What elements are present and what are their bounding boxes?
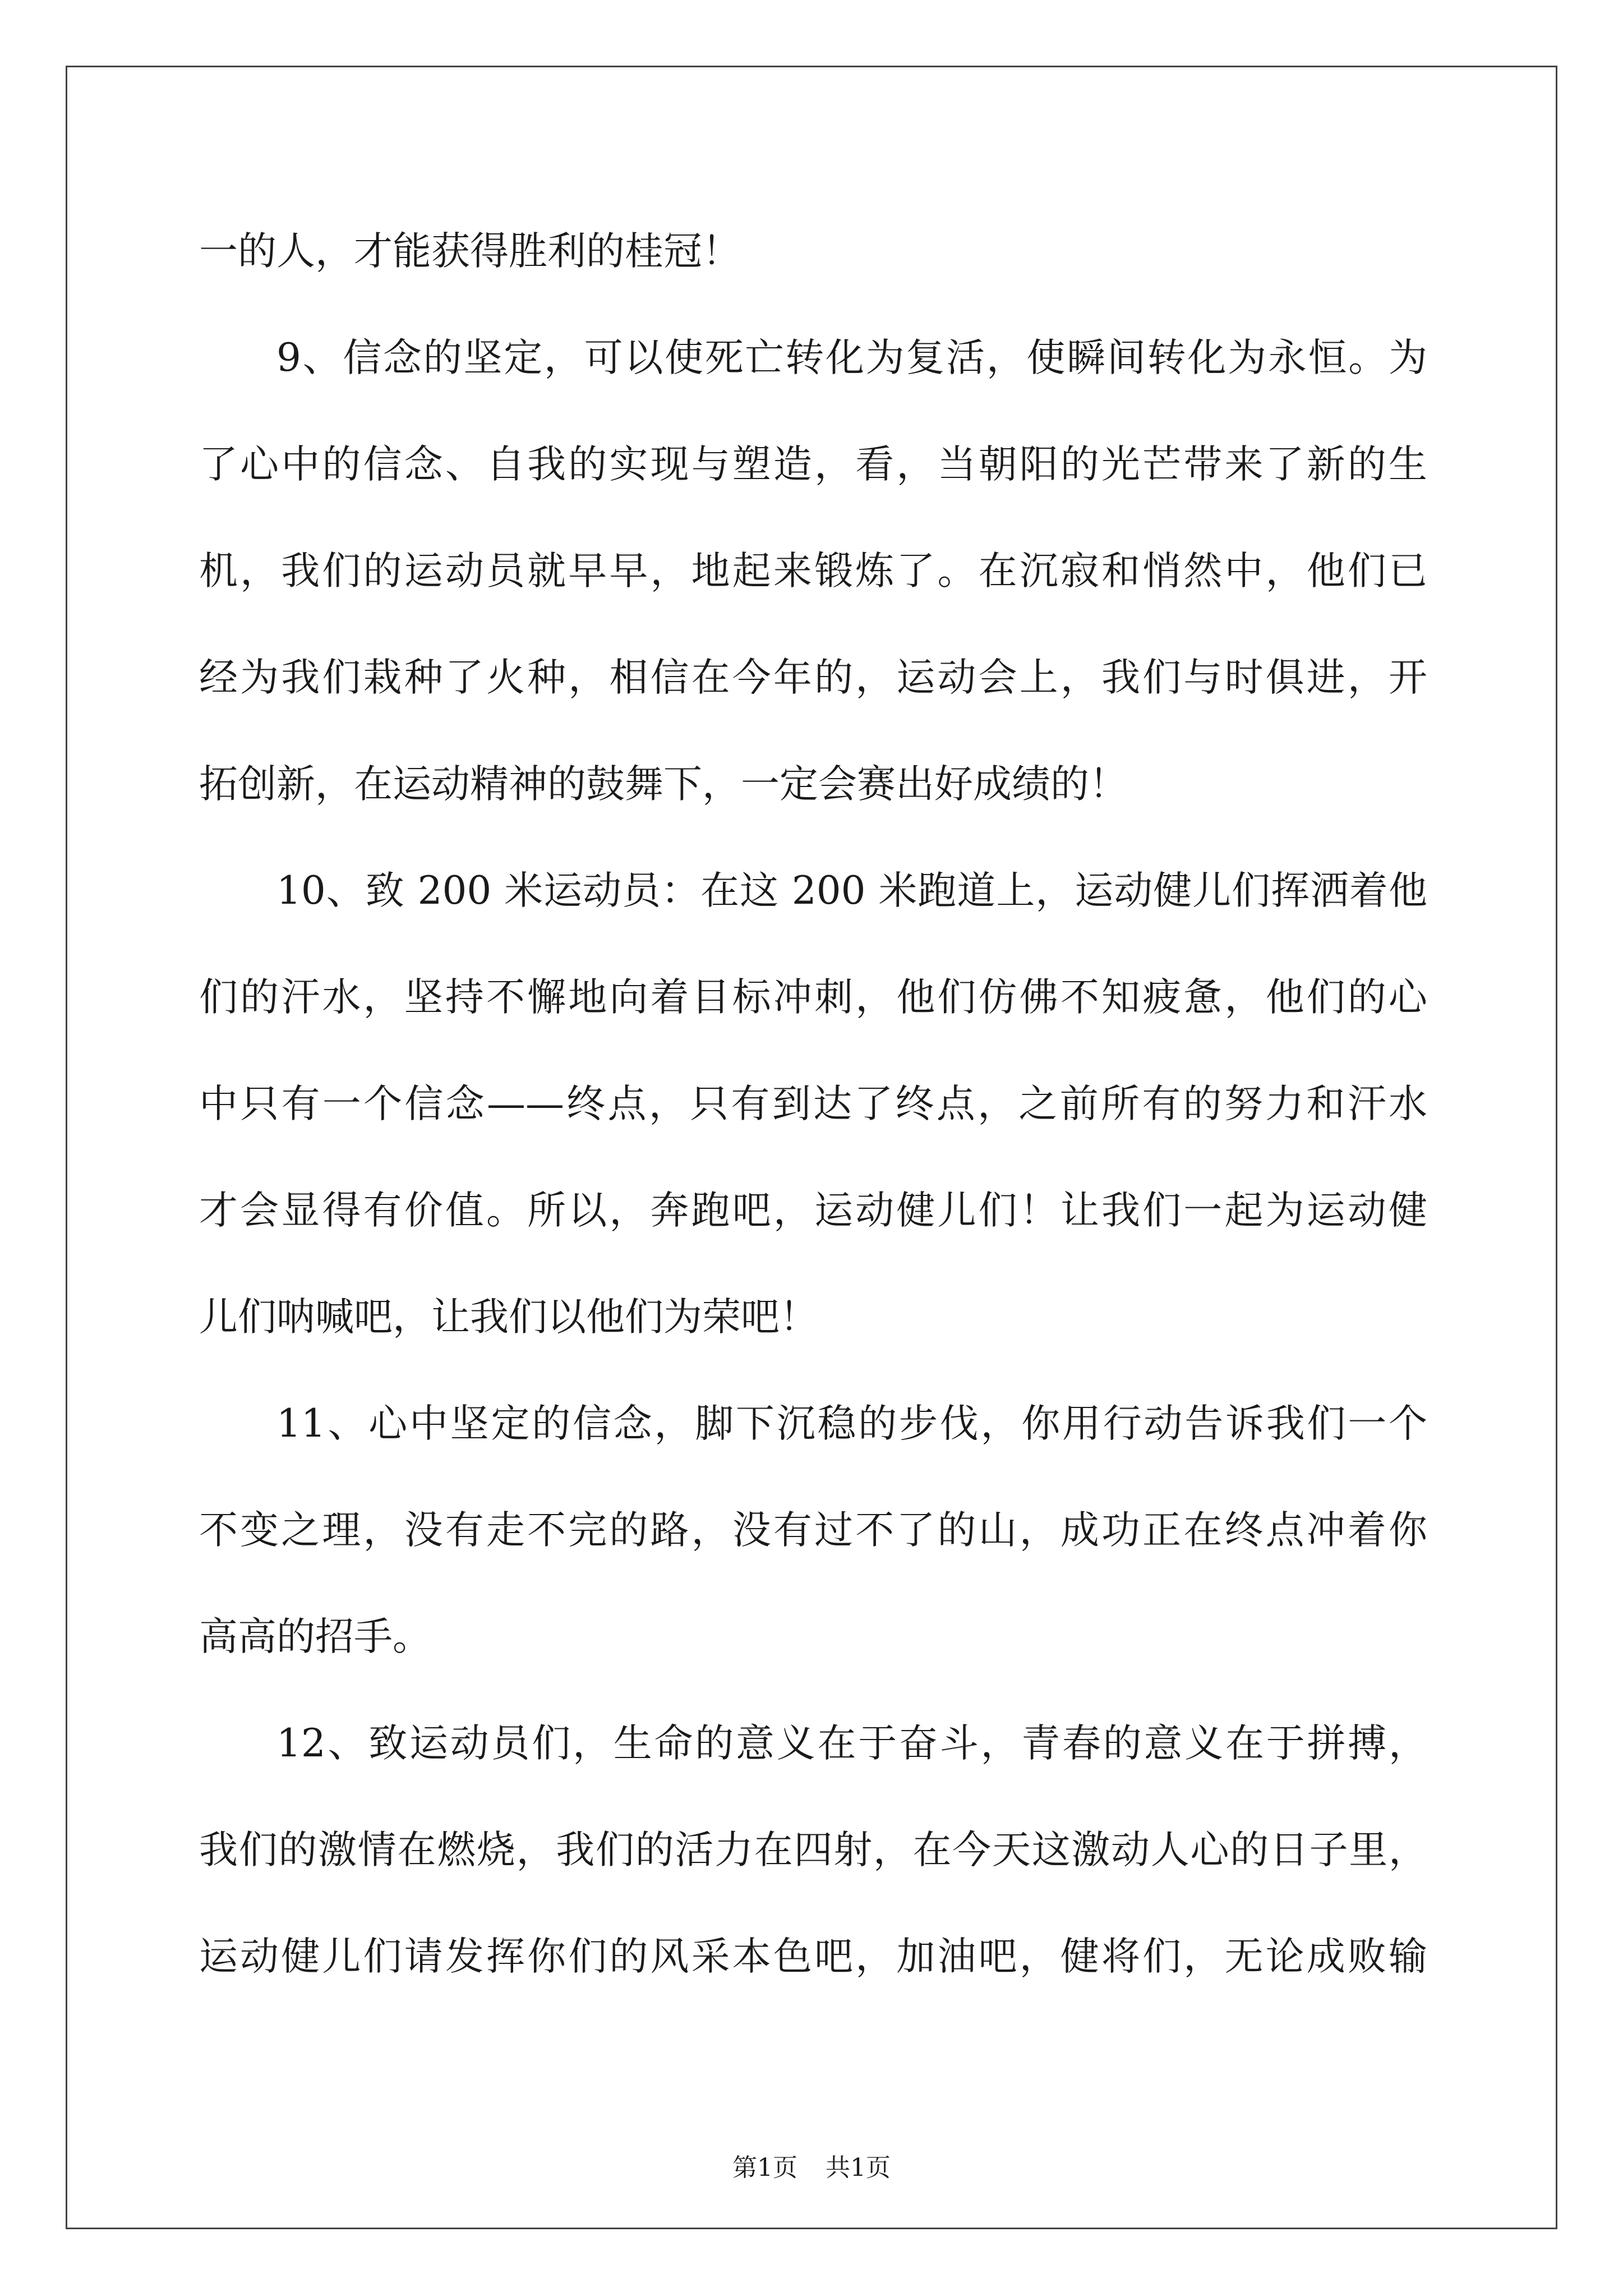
text-line: 高高的招手。 [199, 1614, 431, 1659]
text-line: 10、致 200 米运动员：在这 200 米跑道上，运动健儿们挥洒着他 [276, 868, 1427, 913]
text-line: 机，我们的运动员就早早，地起来锻炼了。在沉寂和悄然中，他们已 [199, 549, 1427, 593]
text-line: 们的汗水，坚持不懈地向着目标冲刺，他们仿佛不知疲惫，他们的心 [199, 975, 1427, 1020]
text-line: 了心中的信念、自我的实现与塑造，看，当朝阳的光芒带来了新的生 [199, 442, 1427, 487]
text-line: 我们的激情在燃烧，我们的活力在四射，在今天这激动人心的日子里， [199, 1828, 1427, 1872]
page-number-current: 第1页 [732, 2154, 797, 2182]
page-footer [0, 2151, 1623, 2185]
text-line: 才会显得有价值。所以，奔跑吧，运动健儿们！让我们一起为运动健 [199, 1188, 1427, 1233]
text-line: 9、信念的坚定，可以使死亡转化为复活，使瞬间转化为永恒。为 [276, 335, 1427, 380]
text-line: 经为我们栽种了火种，相信在今年的，运动会上，我们与时俱进，开 [199, 655, 1427, 700]
text-line: 儿们呐喊吧，让我们以他们为荣吧！ [199, 1295, 818, 1340]
text-line: 11、心中坚定的信念，脚下沉稳的步伐，你用行动告诉我们一个 [276, 1401, 1427, 1446]
text-line: 12、致运动员们，生命的意义在于奋斗，青春的意义在于拼搏， [276, 1721, 1427, 1766]
text-line: 运动健儿们请发挥你们的风采本色吧，加油吧，健将们，无论成败输 [199, 1934, 1427, 1979]
text-line: 拓创新，在运动精神的鼓舞下，一定会赛出好成绩的！ [199, 762, 1128, 807]
page-number-total: 共1页 [826, 2154, 891, 2182]
text-line: 不变之理，没有走不完的路，没有过不了的山，成功正在终点冲着你 [199, 1508, 1427, 1553]
document-body [199, 211, 1427, 2023]
text-line: 一的人，才能获得胜利的桂冠！ [199, 229, 741, 274]
text-line: 中只有一个信念——终点，只有到达了终点，之前所有的努力和汗水 [199, 1082, 1427, 1126]
